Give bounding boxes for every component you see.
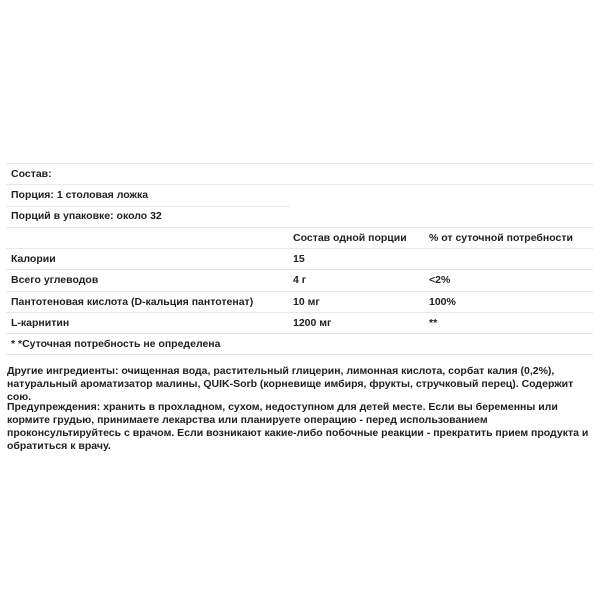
table-title: Состав: [11, 168, 52, 180]
table-title-row [6, 163, 593, 184]
nutrient-name: Всего углеводов [11, 274, 99, 287]
warnings: Предупреждения: хранить в прохладном, сухом, недоступном для детей месте. Если вы беременны или кормите грудью, принимаете лекарства или планируете операцию - перед использованием проконсультируйтесь с врачом. Если возникают какие-либо побочные реакции - прекратить прием продукта и обратиться к врачу. [7, 401, 589, 452]
table-row [6, 312, 593, 333]
table-header-row [6, 227, 593, 248]
supplement-facts-table [6, 163, 593, 355]
other-ingredients: Другие ингредиенты: очищенная вода, растительный глицерин, лимонная кислота, сорбат калия (0,2%), натуральный ароматизатор малины, QUIK-Sorb (корневище имбиря, фрукты, стручковый перец). Содержит сою. [7, 365, 574, 403]
nutrient-amount: 4 г [293, 274, 307, 287]
header-daily-value: % от суточной потребности [429, 231, 573, 244]
nutrient-daily-value: ** [429, 317, 438, 330]
nutrient-daily-value: 100% [429, 295, 456, 308]
footnote: * *Суточная потребность не определена [11, 338, 221, 351]
nutrient-name: Калории [11, 253, 56, 266]
nutrient-name: L-карнитин [11, 317, 70, 330]
footnote-row [6, 333, 593, 354]
servings-per-container-row [6, 206, 593, 227]
table-row [6, 269, 593, 290]
serving-size: Порция: 1 столовая ложка [11, 189, 149, 202]
header-amount-per-serving: Состав одной порции [293, 231, 407, 244]
nutrient-amount: 1200 мг [293, 317, 332, 330]
nutrient-amount: 10 мг [293, 295, 320, 308]
nutrient-name: Пантотеновая кислота (D-кальция пантотенат) [11, 295, 254, 308]
nutrient-daily-value: <2% [429, 274, 451, 287]
nutrient-amount: 15 [293, 253, 305, 266]
table-row [6, 291, 593, 312]
table-row [6, 248, 593, 269]
serving-size-row [6, 184, 593, 205]
servings-per-container: Порций в упаковке: около 32 [11, 209, 162, 222]
